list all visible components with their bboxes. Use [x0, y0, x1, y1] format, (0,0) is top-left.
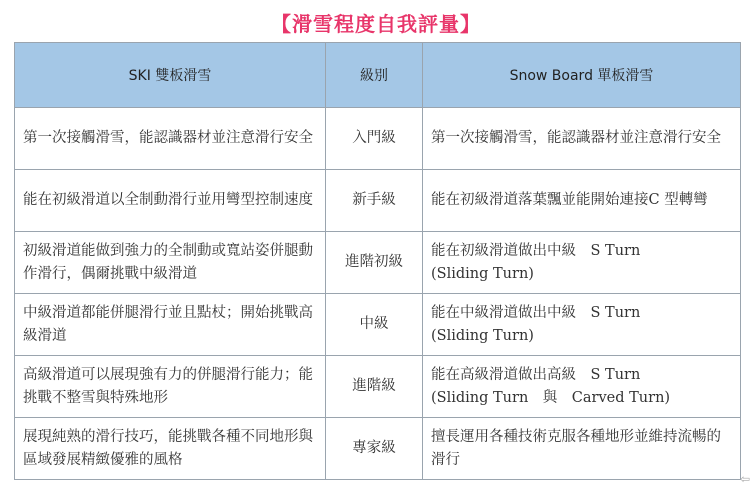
level-cell: 中級	[326, 294, 423, 356]
snowboard-line: 能在初級滑道做出中級 S Turn	[431, 242, 641, 259]
ski-cell: 展現純熟的滑行技巧，能挑戰各種不同地形與區域發展精緻優雅的風格	[15, 418, 326, 480]
snowboard-cell: 能在初級滑道落葉飄並能開始連接C 型轉彎	[423, 170, 741, 232]
level-cell: 進階初級	[326, 232, 423, 294]
ski-cell: 高級滑道可以展現強有力的併腿滑行能力；能挑戰不整雪與特殊地形	[15, 356, 326, 418]
ski-cell: 初級滑道能做到強力的全制動或寬站姿併腿動作滑行，偶爾挑戰中級滑道	[15, 232, 326, 294]
snowboard-line: 能在高級滑道做出高級 S Turn	[431, 366, 641, 383]
snowboard-line: (Sliding Turn)	[431, 327, 534, 344]
snowboard-cell	[423, 294, 741, 356]
table-row	[15, 170, 741, 232]
header-ski: SKI 雙板滑雪	[15, 43, 326, 108]
snowboard-line: 能在中級滑道做出中級 S Turn	[431, 304, 641, 321]
table-row	[15, 232, 741, 294]
ski-level-table	[14, 42, 741, 480]
level-cell: 入門級	[326, 108, 423, 170]
ski-cell: 第一次接觸滑雪，能認識器材並注意滑行安全	[15, 108, 326, 170]
level-cell: 新手級	[326, 170, 423, 232]
table-row	[15, 356, 741, 418]
snowboard-line: (Sliding Turn 與 Carved Turn)	[431, 389, 671, 406]
back-arrow-icon[interactable]: ⇦	[739, 472, 750, 486]
header-level: 級別	[326, 43, 423, 108]
snowboard-cell	[423, 232, 741, 294]
level-cell: 進階級	[326, 356, 423, 418]
table-header-row	[15, 43, 741, 108]
snowboard-line: (Sliding Turn)	[431, 265, 534, 282]
header-snowboard: Snow Board 單板滑雪	[423, 43, 741, 108]
table-row	[15, 418, 741, 480]
level-cell: 專家級	[326, 418, 423, 480]
snowboard-cell: 第一次接觸滑雪，能認識器材並注意滑行安全	[423, 108, 741, 170]
page-title: 【滑雪程度自我評量】	[271, 12, 481, 36]
snowboard-cell	[423, 356, 741, 418]
ski-cell: 能在初級滑道以全制動滑行並用彎型控制速度	[15, 170, 326, 232]
table-row	[15, 294, 741, 356]
snowboard-cell: 擅長運用各種技術克服各種地形並維持流暢的滑行	[423, 418, 741, 480]
table-row	[15, 108, 741, 170]
ski-cell: 中級滑道都能併腿滑行並且點杖；開始挑戰高級滑道	[15, 294, 326, 356]
